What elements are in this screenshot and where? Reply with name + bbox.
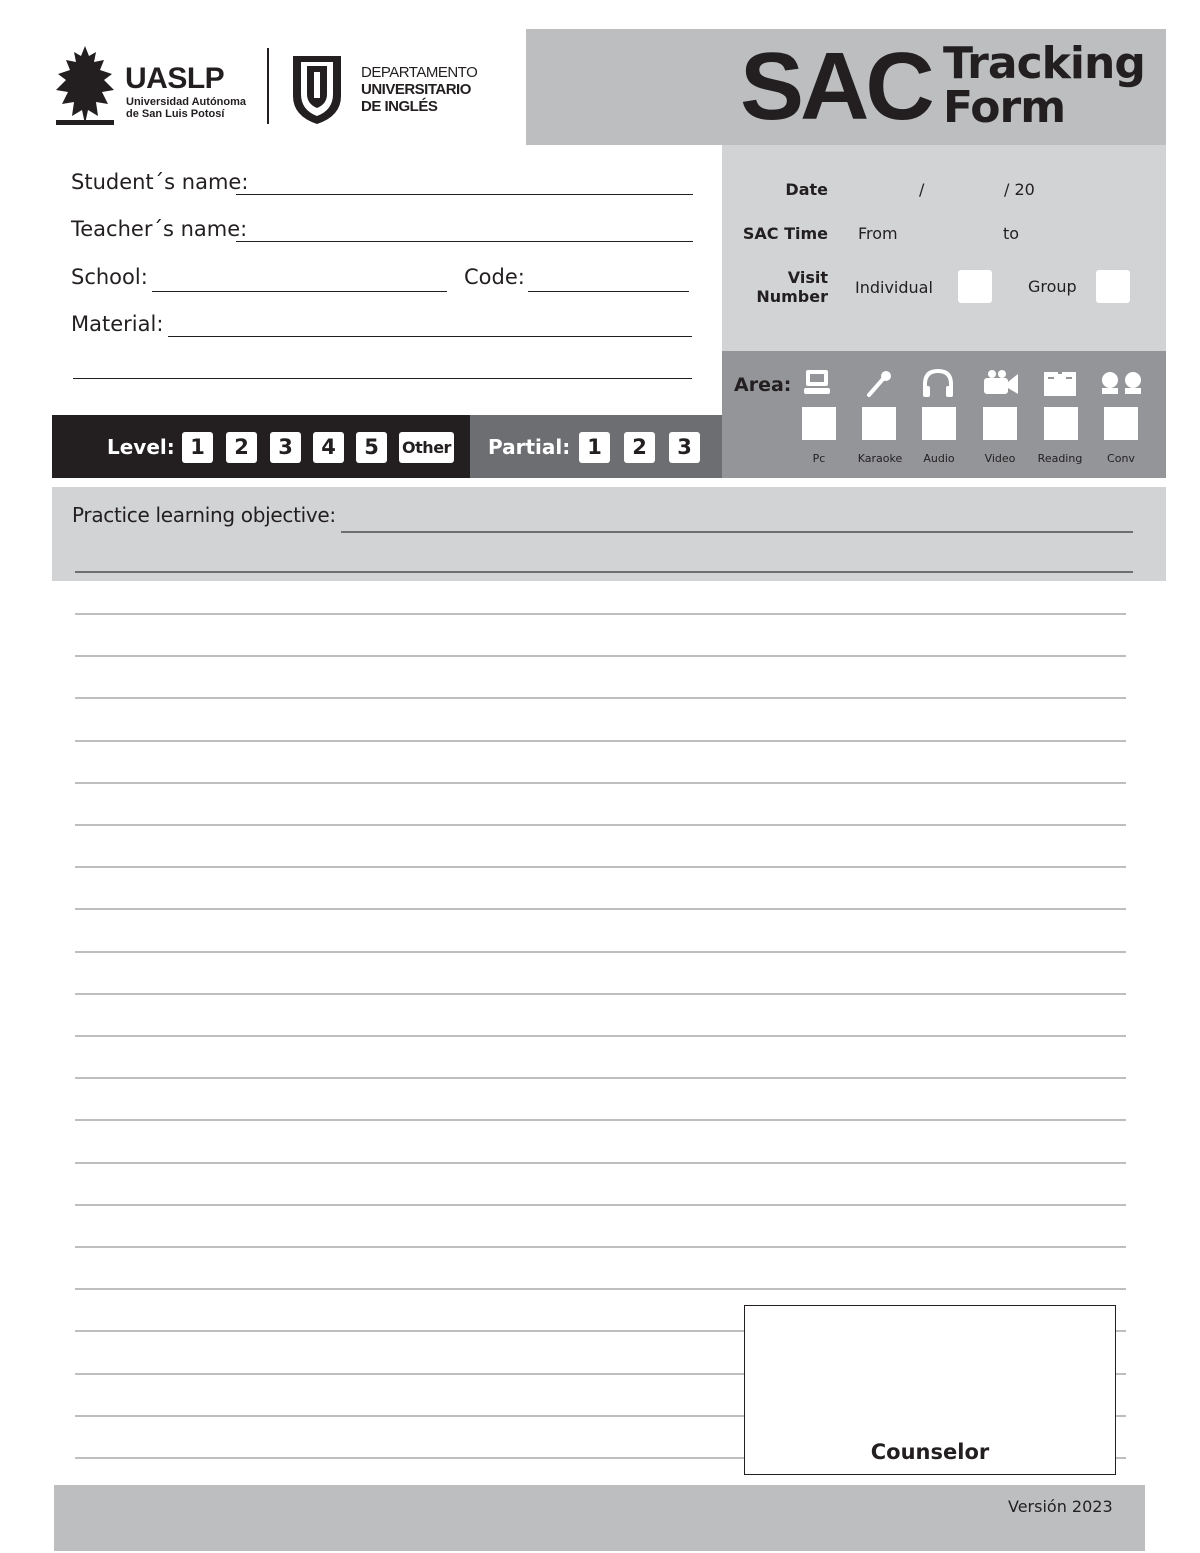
notes-line[interactable] [75,1119,1126,1121]
student-name-label: Student´s name: [71,170,249,194]
title-line-2: Form [943,82,1066,133]
department-line-3: DE INGLÉS [361,98,438,115]
notes-line[interactable] [75,782,1126,784]
date-separator-2: / 20 [1004,180,1035,199]
teacher-name-label: Teacher´s name: [71,217,248,241]
area-checkbox-video[interactable] [983,407,1017,440]
uaslp-crest-logo [52,44,118,128]
counselor-label: Counselor [870,1440,990,1464]
partial-option-1[interactable]: 1 [579,432,610,463]
people-icon [1098,368,1132,398]
area-label: Area: [734,374,792,396]
notes-line[interactable] [75,951,1126,953]
department-line-1: DEPARTAMENTO [361,64,478,81]
area-caption-audio: Audio [923,452,955,465]
footer-bar [54,1485,1145,1551]
group-checkbox[interactable] [1096,270,1130,303]
area-caption-conv: Conv [1107,452,1135,465]
notes-line[interactable] [75,655,1126,657]
video-camera-icon [982,368,1016,398]
area-checkbox-conv[interactable] [1104,407,1138,440]
notes-line[interactable] [75,993,1126,995]
version-label: Versión 2023 [1008,1497,1113,1516]
sac-time-label: SAC Time [742,224,828,243]
notes-line[interactable] [75,697,1126,699]
area-checkbox-reading[interactable] [1044,407,1078,440]
individual-label: Individual [855,278,933,297]
level-option-4[interactable]: 4 [313,432,344,463]
objective-label: Practice learning objective: [72,503,336,527]
partial-label: Partial: [488,435,571,459]
notes-line[interactable] [75,1077,1126,1079]
notes-line[interactable] [75,1035,1126,1037]
material-field-extra-line[interactable] [73,378,692,379]
department-shield-logo [289,52,345,126]
code-field[interactable] [528,291,689,292]
material-field[interactable] [168,336,692,337]
partial-option-2[interactable]: 2 [624,432,655,463]
notes-line[interactable] [75,1288,1126,1290]
university-name [126,96,266,120]
title-tracking-form [943,38,1145,133]
code-label: Code: [464,265,525,289]
department-name [361,64,477,115]
shield-icon [289,52,345,126]
time-to-label: to [1003,224,1020,243]
notes-line[interactable] [75,866,1126,868]
area-caption-karaoke: Karaoke [857,452,903,465]
notes-line[interactable] [75,824,1126,826]
headphones-icon [921,368,955,398]
material-label: Material: [71,312,164,336]
computer-icon [802,368,836,398]
student-name-field[interactable] [236,194,693,195]
date-label: Date [785,180,828,199]
area-checkbox-karaoke[interactable] [862,407,896,440]
department-line-2: UNIVERSITARIO [361,81,471,98]
area-checkbox-audio[interactable] [922,407,956,440]
notes-line[interactable] [75,613,1126,615]
school-label: School: [71,265,148,289]
level-option-3[interactable]: 3 [270,432,301,463]
book-icon [1042,368,1076,398]
individual-checkbox[interactable] [958,270,992,303]
group-label: Group [1028,277,1077,296]
level-option-other[interactable]: Other [399,432,454,463]
university-acronym: UASLP [125,62,225,95]
area-caption-reading: Reading [1037,452,1083,465]
visit-label-line-1: Visit [787,268,828,287]
university-line-2: de San Luis Potosí [126,108,225,120]
school-field[interactable] [152,291,447,292]
visit-number-label [722,268,828,306]
objective-field-line-2[interactable] [75,571,1133,573]
notes-line[interactable] [75,1246,1126,1248]
notes-line[interactable] [75,1162,1126,1164]
level-label: Level: [107,435,175,459]
time-from-label: From [858,224,898,243]
date-separator-1: / [919,180,925,199]
level-option-2[interactable]: 2 [226,432,257,463]
objective-panel [52,487,1166,581]
microphone-icon [862,368,896,398]
notes-line[interactable] [75,1204,1126,1206]
notes-line[interactable] [75,740,1126,742]
notes-line[interactable] [75,908,1126,910]
university-line-1: Universidad Autónoma [126,96,246,108]
title-line-1: Tracking [943,38,1145,89]
objective-field[interactable] [341,531,1133,533]
area-caption-pc: Pc [812,452,826,465]
title-sac: SAC [740,33,931,140]
partial-option-3[interactable]: 3 [669,432,700,463]
logo-divider [267,48,269,124]
uaslp-crest-icon [52,44,118,128]
level-option-1[interactable]: 1 [182,432,213,463]
area-checkbox-pc[interactable] [802,407,836,440]
teacher-name-field[interactable] [236,241,693,242]
visit-info-panel [722,145,1166,351]
area-caption-video: Video [984,452,1016,465]
visit-label-line-2: Number [756,287,828,306]
level-option-5[interactable]: 5 [356,432,387,463]
